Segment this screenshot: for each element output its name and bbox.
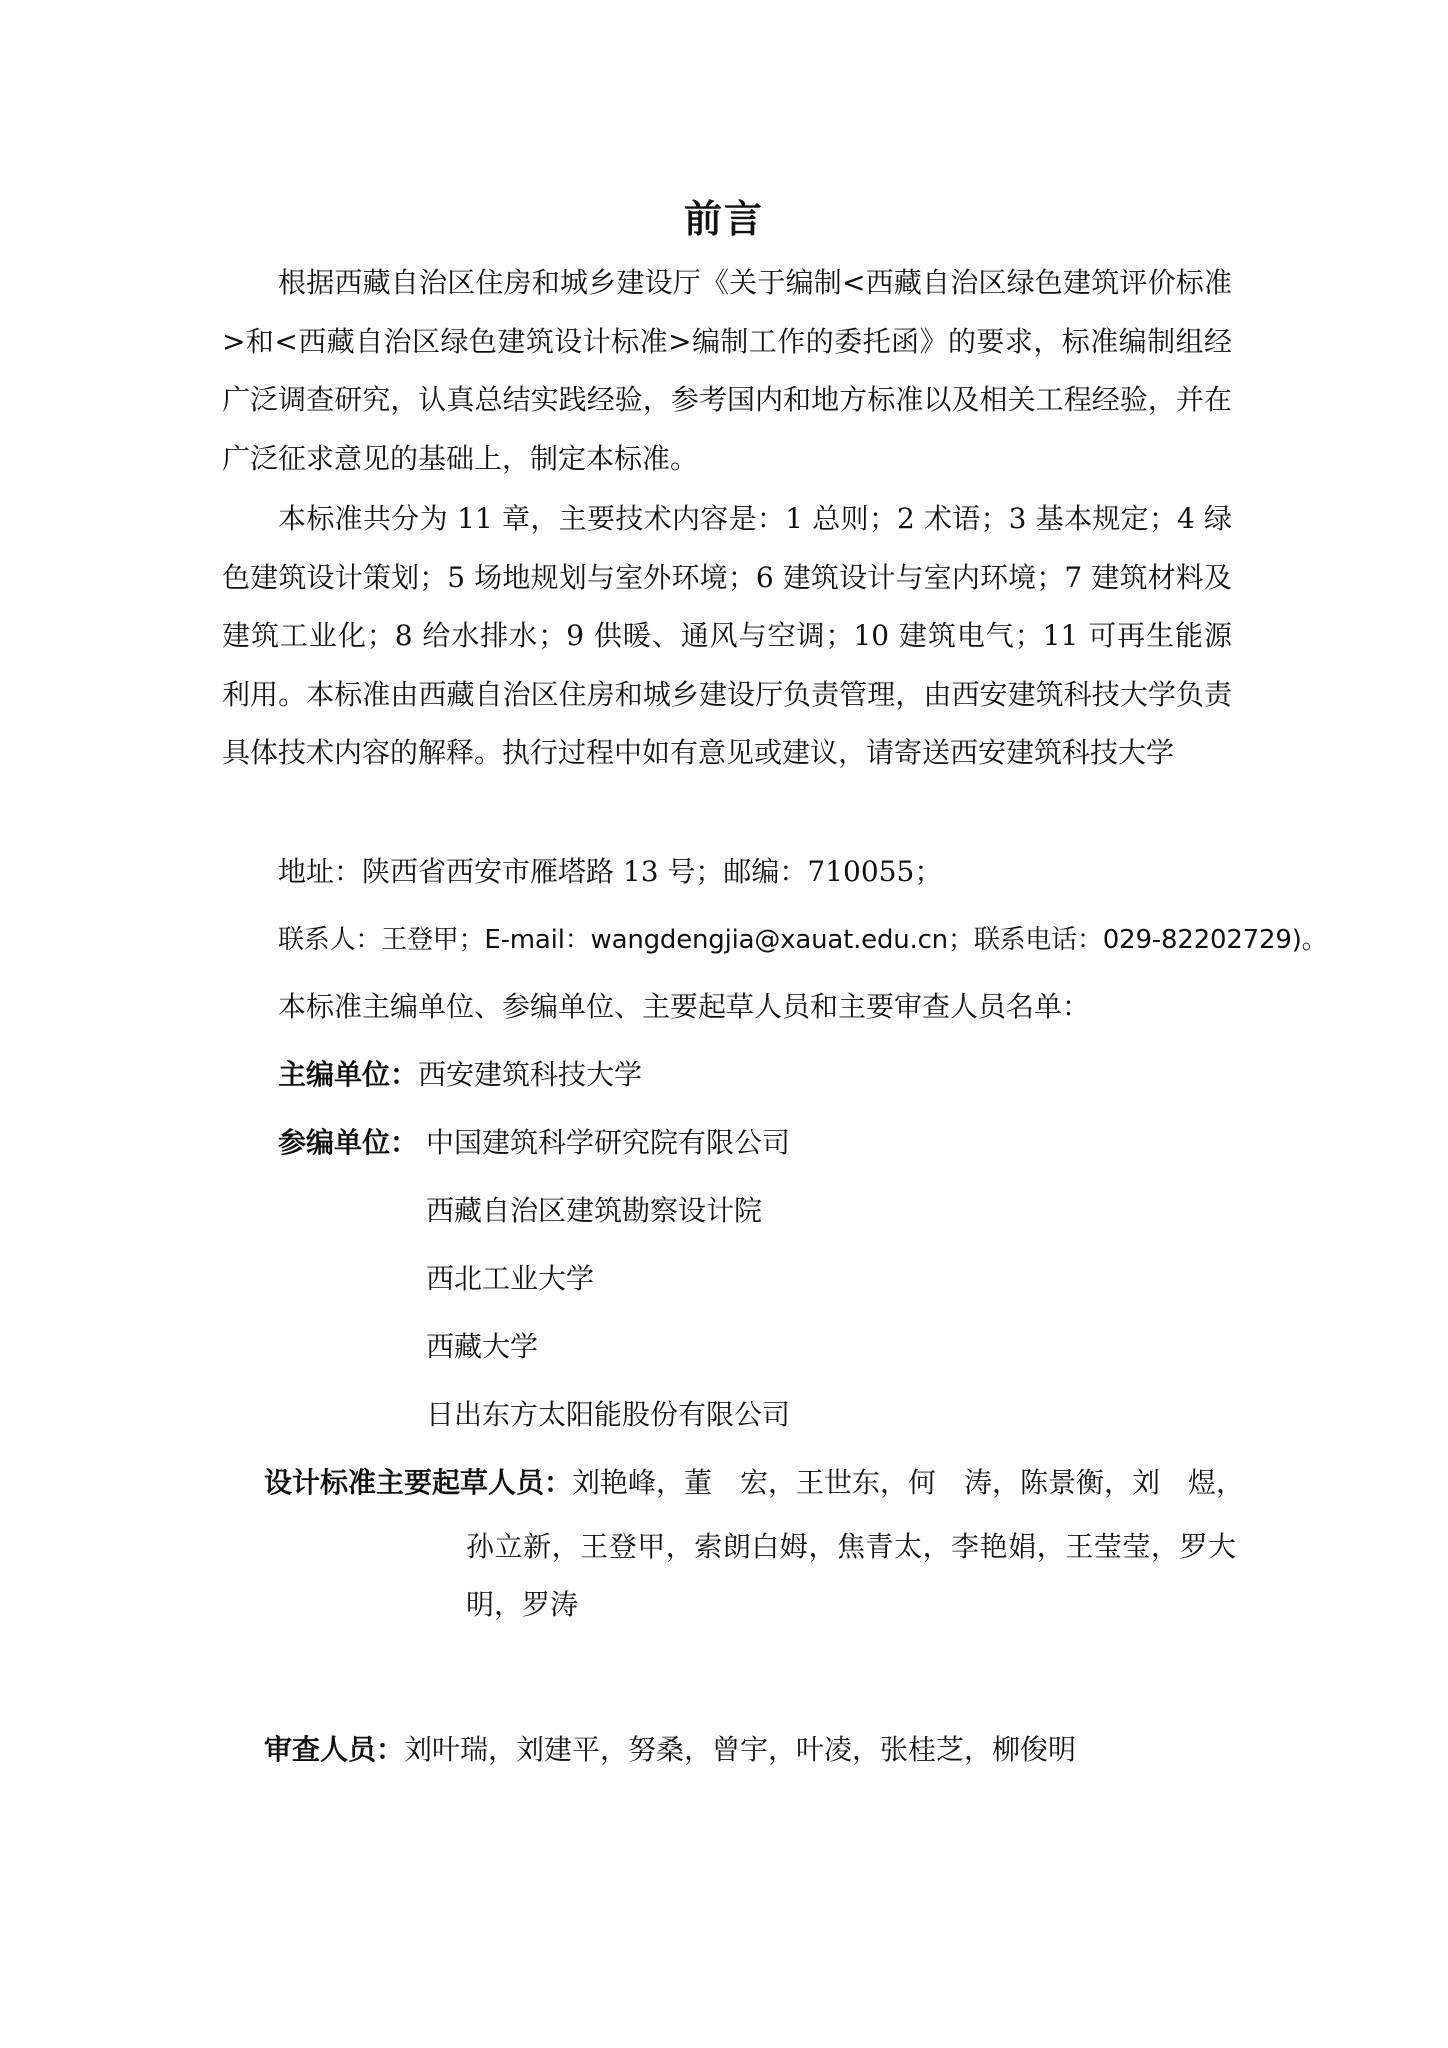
participating-unit-item: 西藏大学 [426, 1330, 539, 1363]
chief-unit-line [278, 1055, 642, 1095]
drafters-first-line: 刘艳峰，董 宏，王世东，何 涛，陈景衡，刘 煜， [572, 1466, 1245, 1499]
list-intro-line: 本标准主编单位、参编单位、主要起草人员和主要审查人员名单： [278, 990, 1091, 1023]
participating-unit-item: 西北工业大学 [426, 1262, 595, 1295]
drafters-label: 设计标准主要起草人员： [264, 1466, 573, 1499]
content-paragraph: 本标准共分为 11 章，主要技术内容是：1 总则；2 术语；3 基本规定；4 绿色建筑设计策划；5 场地规划与室外环境；6 建筑设计与室内环境；7 建筑材料及建筑工业化；8 给水排水；9 供暖、通风与空调；10 建筑电气；11 可再生能源利用。本标准由西藏自治区住房和城乡建设厅负责管理，由西安建筑科技大学负责具体技术内容的解释。执行过程中如有意见或建议，请寄送西安建筑科技大学 [222, 502, 1232, 769]
intro-paragraph: 根据西藏自治区住房和城乡建设厅《关于编制<西藏自治区绿色建筑评价标准>和<西藏自治区绿色建筑设计标准>编制工作的委托函》的要求，标准编制组经广泛调查研究，认真总结实践经验，参考国内和地方标准以及相关工程经验，并在广泛征求意见的基础上，制定本标准。 [222, 266, 1232, 475]
chief-unit-label: 主编单位： [278, 1058, 419, 1091]
reviewers-line [264, 1730, 1076, 1770]
reviewers-label: 审查人员： [264, 1733, 405, 1766]
reviewers-value: 刘叶瑞，刘建平，努桑，曾宇，叶凌，张桂芝，柳俊明 [404, 1733, 1077, 1766]
participating-units-label: 参编单位： [278, 1126, 419, 1159]
participating-unit-item: 日出东方太阳能股份有限公司 [426, 1398, 791, 1431]
participating-unit-item: 西藏自治区建筑勘察设计院 [426, 1194, 763, 1227]
page-title: 前言 [683, 196, 764, 241]
drafters-line [264, 1463, 1244, 1503]
contact-line: 联系人：王登甲；E-mail：wangdengjia@xauat.edu.cn；联系电话：029-82202729)。 [278, 925, 1328, 955]
chief-unit-value: 西安建筑科技大学 [418, 1058, 643, 1091]
drafters-continued: 孙立新，王登甲，索朗白姆，焦青太，李艳娟，王莹莹，罗大明，罗涛 [466, 1530, 1236, 1621]
address-line: 地址：陕西省西安市雁塔路 13 号；邮编：710055； [278, 855, 943, 888]
participating-units-label-line [278, 1123, 418, 1163]
participating-unit-item: 中国建筑科学研究院有限公司 [426, 1126, 791, 1159]
